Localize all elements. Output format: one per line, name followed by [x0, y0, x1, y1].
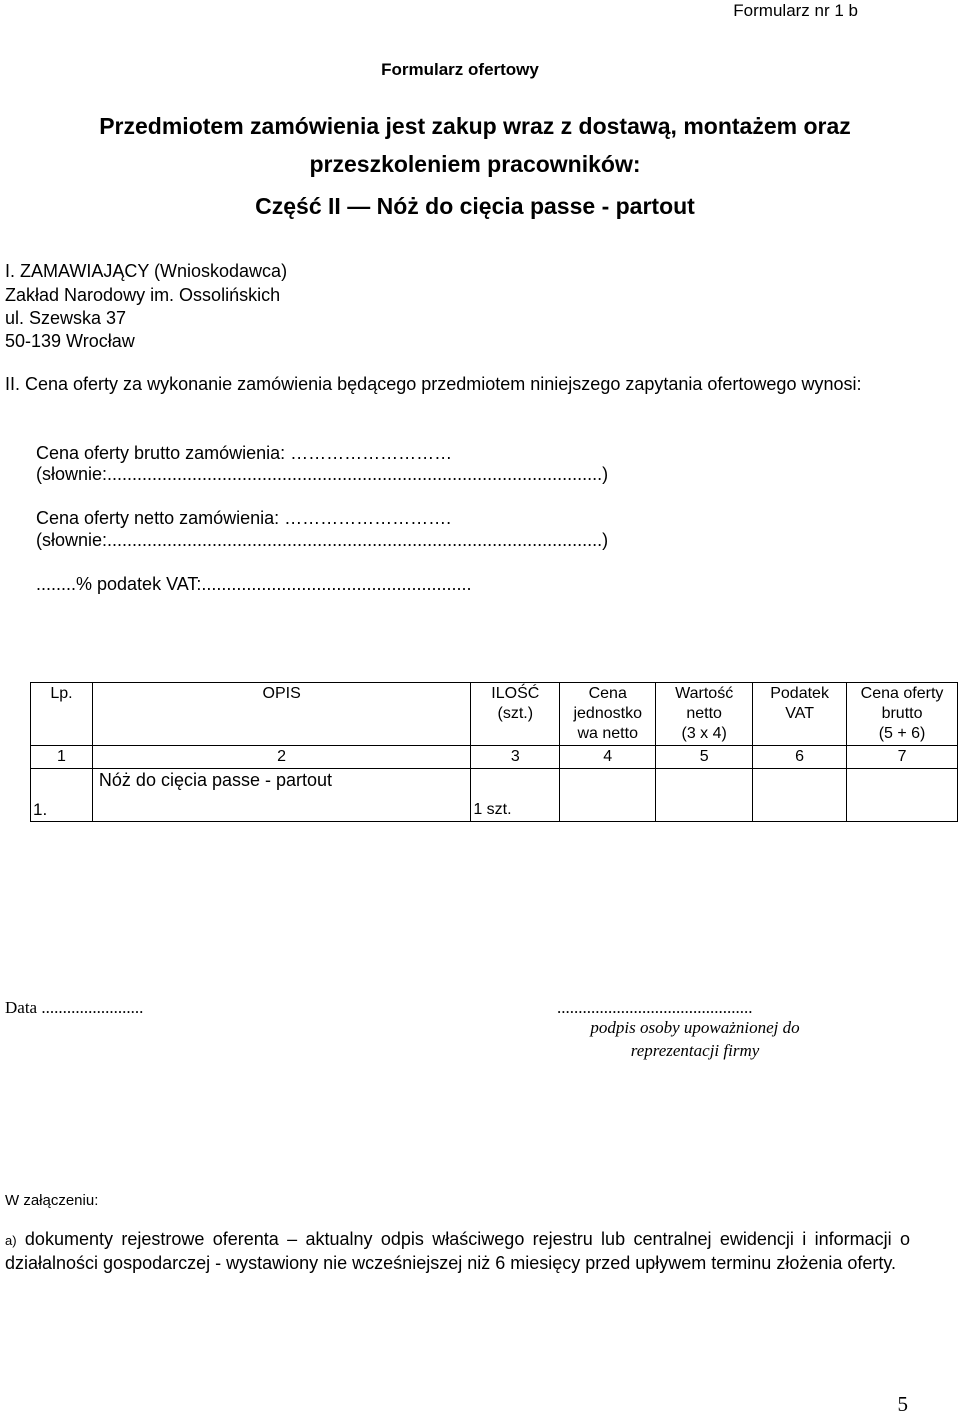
subject-line-3: Część II — Nóż do cięcia passe - partout	[255, 193, 695, 219]
form-number: Formularz nr 1 b	[733, 1, 858, 20]
col-number: 5	[656, 746, 753, 769]
attachment-item	[5, 1228, 910, 1275]
row-cena[interactable]	[560, 769, 656, 822]
vat-label: ........% podatek VAT:......................................................	[36, 574, 472, 594]
gross-price-label: Cena oferty brutto zamówienia: ………………………	[36, 443, 453, 463]
offer-table	[30, 682, 958, 822]
header-wartosc: Wartość netto (3 x 4)	[656, 683, 753, 746]
table-header-row	[31, 683, 958, 746]
attachment-heading: W załączeniu:	[5, 1192, 99, 1209]
orderer-city: 50-139 Wrocław	[5, 331, 135, 351]
row-wartosc[interactable]	[656, 769, 753, 822]
subject-line-2: przeszkoleniem pracowników:	[309, 151, 641, 177]
row-vat[interactable]	[753, 769, 847, 822]
header-cena: Cena jednostko wa netto	[560, 683, 656, 746]
header-opis: OPIS	[92, 683, 470, 746]
attachment-text: dokumenty rejestrowe oferenta – aktualny odpis właściwego rejestru lub centralnej ewidencji i informacji o działalności gospodarczej - wystawiony nie wcześniejszej niż 6 miesięcy przed upływem terminu złożenia oferty.	[5, 1229, 910, 1273]
attachment-marker: a)	[5, 1233, 17, 1248]
net-price-words: (słownie:...................................................................................................)	[36, 530, 609, 550]
col-number: 4	[560, 746, 656, 769]
gross-price-words: (słownie:...................................................................................................)	[36, 464, 609, 484]
row-opis: Nóż do cięcia passe - partout	[92, 769, 470, 822]
header-brutto: Cena oferty brutto (5 + 6)	[847, 683, 958, 746]
header-vat: Podatek VAT	[753, 683, 847, 746]
header-ilosc: ILOŚĆ (szt.)	[471, 683, 560, 746]
col-number: 6	[753, 746, 847, 769]
signature-line: ..............................................	[557, 998, 753, 1017]
subject-line-1: Przedmiotem zamówienia jest zakup wraz z dostawą, montażem oraz	[99, 113, 851, 139]
net-price-label: Cena oferty netto zamówienia: ……………………….	[36, 508, 452, 528]
col-number: 1	[31, 746, 93, 769]
row-brutto[interactable]	[847, 769, 958, 822]
form-title: Formularz ofertowy	[381, 60, 539, 79]
price-intro: II. Cena oferty za wykonanie zamówienia będącego przedmiotem niniejszego zapytania ofertowego wynosi:	[5, 374, 862, 394]
orderer-heading: I. ZAMAWIAJĄCY (Wnioskodawca)	[5, 261, 288, 281]
signature-caption: podpis osoby upoważnionej do reprezentacji firmy	[590, 1018, 800, 1060]
header-lp: Lp.	[31, 683, 93, 746]
row-ilosc: 1 szt.	[471, 769, 560, 822]
table-number-row	[31, 746, 958, 769]
table-row	[31, 769, 958, 822]
orderer-name: Zakład Narodowy im. Ossolińskich	[5, 285, 281, 305]
page-number: 5	[897, 1392, 908, 1416]
row-lp: 1.	[31, 769, 93, 822]
col-number: 3	[471, 746, 560, 769]
col-number: 7	[847, 746, 958, 769]
orderer-street: ul. Szewska 37	[5, 308, 127, 328]
date-field: Data ........................	[5, 998, 144, 1017]
col-number: 2	[92, 746, 470, 769]
